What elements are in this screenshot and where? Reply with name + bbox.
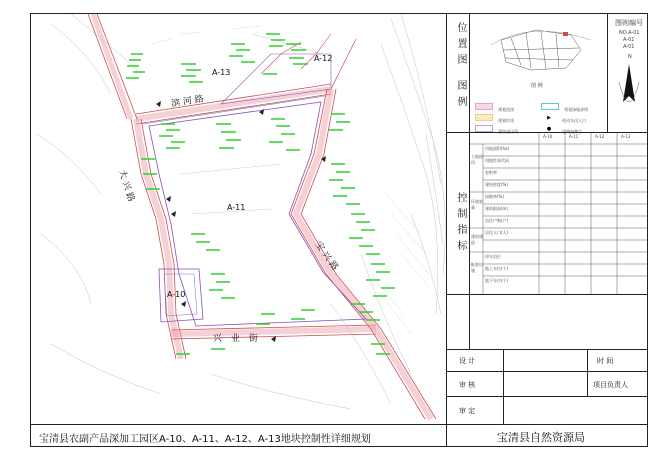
- parcel-label-a12: A-12: [314, 54, 333, 63]
- row-label: 居住人口(人): [485, 230, 509, 235]
- sign-row-right-label: 时 间: [597, 357, 614, 365]
- sign-row-label: 审 核: [459, 381, 476, 389]
- group-label: 土地使用: [471, 154, 483, 165]
- row-label: 容积率: [485, 170, 497, 175]
- drawing-sheet: [30, 13, 648, 447]
- row-label: 停车泊位: [485, 254, 501, 259]
- drawing-sub-1: A-01: [623, 37, 635, 43]
- roads: [88, 14, 436, 419]
- info-panel: [447, 14, 647, 424]
- legend-swatch: [475, 125, 493, 132]
- col-header: A-12: [595, 134, 605, 139]
- sign-row-label: 设 计: [459, 357, 476, 365]
- parcel-label-a10: A-10: [167, 290, 186, 299]
- north-arrow-icon: [615, 62, 643, 122]
- location-map-label: 位置图: [455, 22, 466, 70]
- map-area: [31, 14, 447, 424]
- legend-side-label: 图例: [455, 80, 466, 112]
- row-label: 地下车位(个): [485, 278, 509, 283]
- legend-item: 建筑退让线: [475, 118, 518, 137]
- row-label: 地上车位(个): [485, 266, 509, 271]
- drawing-sub-2: A-01: [623, 44, 635, 50]
- sign-row-right-label: 项目负责人: [593, 381, 628, 389]
- group-label: 建筑建造: [471, 234, 483, 245]
- organization-name: 宝清县自然资源局: [497, 431, 585, 444]
- control-point-icon: ●: [546, 126, 552, 132]
- title-block: [31, 424, 647, 447]
- legend-item: 规划红线: [475, 107, 514, 126]
- row-label: 建筑密度(%): [485, 182, 508, 187]
- planning-map[interactable]: [31, 14, 446, 424]
- legend-item: ▶ 机动车出入口: [541, 107, 586, 126]
- parcel-label-a11: A-11: [227, 203, 246, 212]
- row-label: 建筑限高(m): [485, 206, 509, 211]
- group-label: 环境容量: [471, 199, 483, 210]
- road-label-daxing: 大 兴 路: [116, 168, 136, 204]
- col-header: A-13: [621, 134, 631, 139]
- road-label-xingye: 兴 业 街: [213, 334, 261, 344]
- sign-row-label: 审 定: [459, 407, 476, 415]
- row-label: 用地性质代码: [485, 158, 509, 163]
- col-header: A-11: [569, 134, 579, 139]
- location-map: [491, 20, 591, 75]
- row-label: 绿地率(%): [485, 194, 504, 199]
- road-label-baoxing: 宝 兴 路: [312, 240, 340, 273]
- row-label: 用地面积(ha): [485, 146, 510, 151]
- plan-title: 宝清县农副产品深加工园区A-10、A-11、A-12、A-13地块控制性详细规划: [39, 434, 371, 445]
- row-label: 居住户数(户): [485, 218, 509, 223]
- road-label-binhe: 滨 河 路: [170, 94, 205, 110]
- legend-title: 图 例: [531, 83, 543, 89]
- group-label: 配套设施: [471, 262, 483, 273]
- drawing-no: NO.A-01: [619, 30, 640, 36]
- legend-item: ● 道路控制点: [541, 118, 582, 137]
- access-marker-icon: ▶: [547, 115, 551, 121]
- legend-item: 规划绿地界线: [541, 96, 588, 115]
- col-header: A-10: [543, 134, 553, 139]
- legend-item: 规划范围: [475, 96, 514, 115]
- control-index-label: 控制指标: [455, 192, 466, 256]
- north-label: N: [628, 54, 632, 60]
- drawing-no-label: 图则编号: [615, 19, 643, 27]
- parcel-label-a13: A-13: [212, 68, 231, 77]
